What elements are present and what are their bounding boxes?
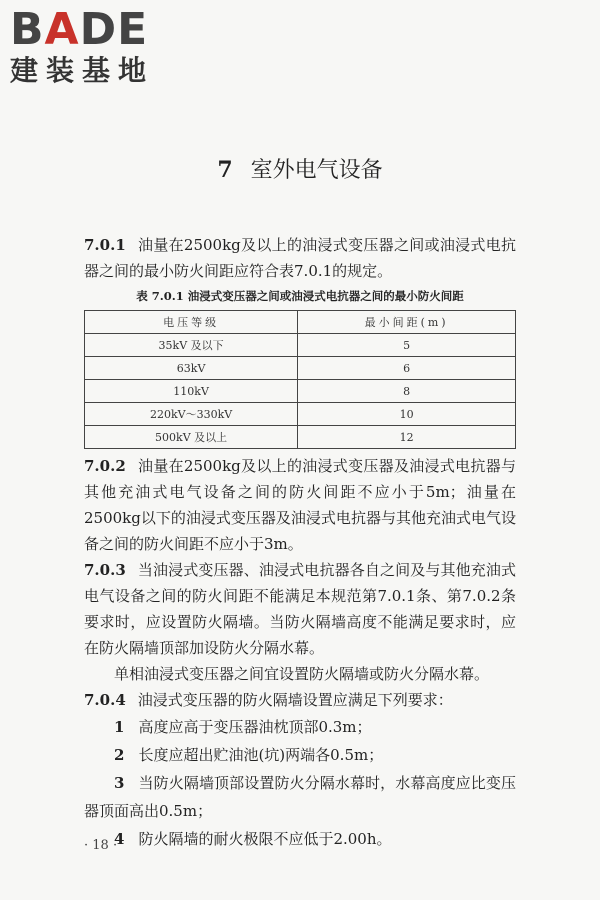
clause-code: 7.0.2 — [84, 457, 126, 475]
table-cell: 63kV — [85, 357, 298, 380]
clause-code: 7.0.3 — [84, 561, 126, 579]
list-item-number: 3 — [114, 774, 125, 792]
table-row — [85, 380, 516, 403]
page-number: · 18 · — [84, 838, 118, 853]
clause-7-0-4 — [84, 687, 516, 713]
list-item-number: 1 — [114, 718, 125, 736]
table-row — [85, 357, 516, 380]
clause-7-0-3 — [84, 557, 516, 661]
table-cell: 5 — [298, 334, 516, 357]
chapter-heading — [0, 155, 600, 186]
list-item — [84, 741, 516, 769]
chapter-number: 7 — [217, 157, 233, 183]
clause-code: 7.0.4 — [84, 691, 126, 709]
table-row — [85, 403, 516, 426]
clause-7-0-2 — [84, 453, 516, 557]
clause-text: 油量在2500kg及以上的油浸式变压器及油浸式电抗器与其他充油式电气设备之间的防火间距不应小于5m；油量在2500kg以下的油浸式变压器及油浸式电抗器与其他充油式电气设备之间的防火间距不应小于3m。 — [84, 457, 516, 553]
clause-text: 油量在2500kg及以上的油浸式变压器之间或油浸式电抗器之间的最小防火间距应符合表7.0.1的规定。 — [84, 236, 516, 280]
clause-text: 当油浸式变压器、油浸式电抗器各自之间及与其他充油式电气设备之间的防火间距不能满足本规范第7.0.1条、第7.0.2条要求时，应设置防火隔墙。当防火隔墙高度不能满足要求时，应在防火隔墙顶部加设防火分隔水幕。 — [84, 561, 516, 657]
list-item-text: 当防火隔墙顶部设置防火分隔水幕时，水幕高度应比变压器顶面高出0.5m； — [84, 774, 516, 820]
table-header-distance: 最小间距(m) — [298, 311, 516, 334]
table-cell: 220kV～330kV — [85, 403, 298, 426]
logo-subtitle: 建装基地 — [10, 54, 155, 87]
table-caption: 表 7.0.1 油浸式变压器之间或油浸式电抗器之间的最小防火间距 — [136, 289, 464, 303]
table-cell: 110kV — [85, 380, 298, 403]
list-item — [84, 825, 516, 853]
table-cell: 12 — [298, 426, 516, 449]
fire-distance-table — [84, 310, 516, 449]
list-item — [84, 713, 516, 741]
list-item — [84, 769, 516, 825]
list-item-number: 2 — [114, 746, 125, 764]
clause-7-0-3-note: 单相油浸式变压器之间宜设置防火隔墙或防火分隔水幕。 — [114, 665, 490, 683]
table-header-voltage: 电压等级 — [85, 311, 298, 334]
clause-code: 7.0.1 — [84, 236, 126, 254]
table-header-row — [85, 311, 516, 334]
list-item-number: 4 — [114, 830, 125, 848]
page-content — [84, 232, 516, 853]
chapter-title: 室外电气设备 — [250, 158, 383, 183]
table-row — [85, 426, 516, 449]
table-cell: 6 — [298, 357, 516, 380]
list-item-text: 长度应超出贮油池(坑)两端各0.5m； — [138, 746, 384, 764]
table-row — [85, 334, 516, 357]
logo-letter: B — [10, 4, 45, 55]
list-item-text: 防火隔墙的耐火极限不应低于2.00h。 — [138, 830, 392, 848]
table-cell: 500kV 及以上 — [85, 426, 298, 449]
logo-wordmark — [10, 6, 190, 54]
brand-logo — [10, 6, 190, 88]
logo-accent-letter: A — [44, 4, 80, 55]
table-cell: 10 — [298, 403, 516, 426]
list-item-text: 高度应高于变压器油枕顶部0.3m； — [138, 718, 372, 736]
table-cell: 8 — [298, 380, 516, 403]
logo-letters: DE — [79, 4, 149, 55]
table-cell: 35kV 及以下 — [85, 334, 298, 357]
clause-7-0-1 — [84, 232, 516, 284]
clause-text: 油浸式变压器的防火隔墙设置应满足下列要求： — [137, 691, 453, 709]
